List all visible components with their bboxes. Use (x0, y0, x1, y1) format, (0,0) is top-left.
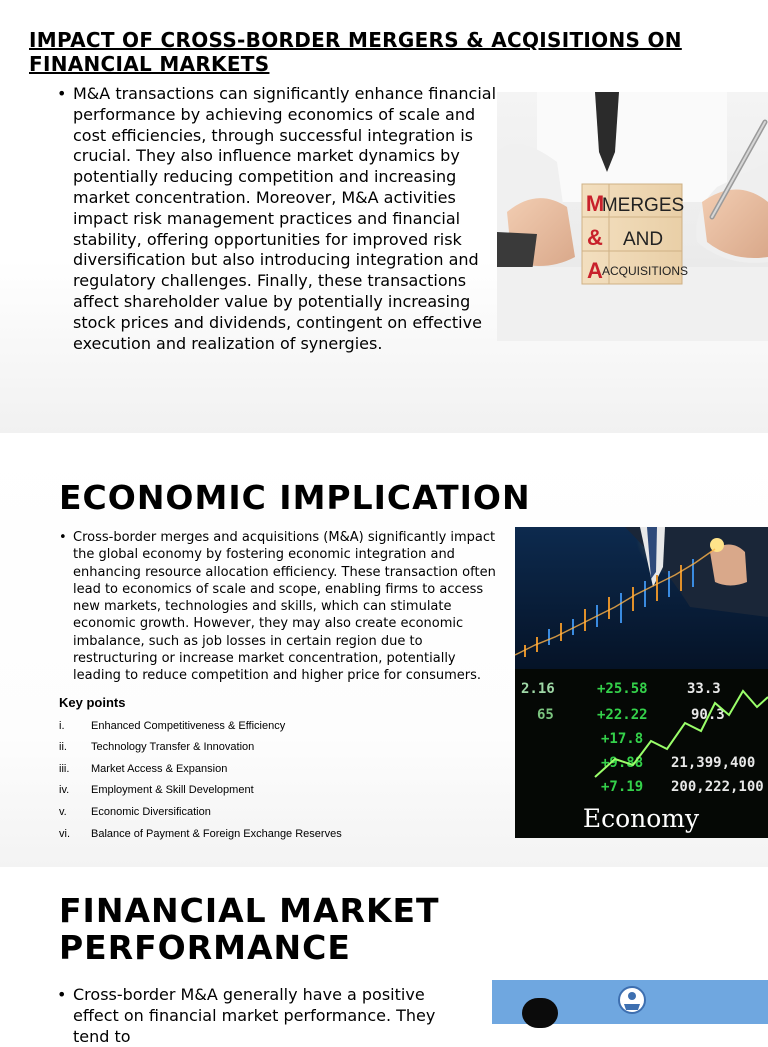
bullet-text: Cross-border M&A generally have a positive effect on financial market performance. They tend to (73, 985, 436, 1046)
ticker-value: 200,222,100 (671, 779, 764, 795)
mergers-acquisitions-image (497, 92, 768, 341)
key-point-number: ii. (59, 741, 67, 753)
key-point-text: Economic Diversification (91, 806, 211, 818)
key-point-number: i. (59, 720, 65, 732)
slide-economic-implication (0, 433, 768, 867)
ticker-value: +17.8 (601, 731, 644, 747)
ticker-value: +9.88 (601, 755, 644, 771)
slide-title-line: PERFORMANCE (59, 928, 351, 967)
key-point-text: Balance of Payment & Foreign Exchange Reserves (91, 828, 342, 840)
slide-title (59, 892, 440, 966)
ticker-value: 2.16 (521, 681, 555, 697)
key-point-text: Enhanced Competitiveness & Efficiency (91, 720, 286, 732)
key-points-title: Key points (59, 695, 126, 710)
bullet-paragraph (59, 529, 503, 685)
economy-caption: Economy (582, 804, 700, 833)
ticker-value: +22.22 (597, 707, 648, 723)
ticker-value: +7.19 (601, 779, 644, 795)
block-word-merges: MERGES (601, 195, 685, 216)
key-point-text: Employment & Skill Development (91, 784, 254, 796)
block-word-and: AND (622, 229, 664, 250)
ticker-value: 33.3 (687, 681, 721, 697)
ticker-value: 90.3 (691, 707, 725, 723)
bullet-paragraph (57, 985, 473, 1047)
key-point-text: Technology Transfer & Innovation (91, 741, 255, 753)
ticker-value: 21,399,400 (671, 755, 756, 771)
key-point-number: iv. (59, 784, 70, 796)
key-point-number: vi. (59, 828, 70, 840)
ticker-value: 65 (537, 707, 554, 723)
block-letter-a: A (587, 258, 603, 283)
slide-title-line: FINANCIAL MARKET (59, 891, 440, 930)
slide-financial-market-performance (0, 867, 768, 1046)
bullet-text: Cross-border merges and acquisitions (M&A) significantly impact the global economy by fostering economic integration and enhancing resource allocation efficiency. These transaction often lead to economics of scale and scope, enabling firms to access new markets, technologies and skills, which can stimulate economic growth. However, they may also create economic imbalance, such as job losses in certain region due to restructuring or increase market concentration, potentially leading to reduce competition and higher price for consumers. (73, 530, 496, 684)
bullet-icon: • (59, 530, 67, 545)
key-point-number: iii. (59, 763, 70, 775)
market-performance-image (492, 980, 768, 1024)
block-letter-amp: & (587, 225, 603, 250)
bullet-icon: • (57, 985, 67, 1004)
block-word-acquisitions: ACQUISITIONS (601, 264, 689, 278)
ticker-value: +25.58 (597, 681, 648, 697)
bullet-paragraph (57, 84, 499, 354)
bullet-icon: • (57, 84, 67, 103)
slide-impact (0, 0, 768, 433)
block-letter-m: M (585, 191, 605, 216)
slide-title: ECONOMIC IMPLICATION (59, 478, 531, 517)
slide-title: IMPACT OF CROSS-BORDER MERGERS & ACQISITIONS ON FINANCIAL MARKETS (29, 28, 682, 76)
bullet-text: M&A transactions can significantly enhance financial performance by achieving economics of scale and cost efficiencies, through successful integration is crucial. They also influence market dynamics by potentially reducing competition and increasing market concentration. Moreover, M&A activities impact risk management practices and financial stability, offering opportunities for improved risk diversification but also introducing integration and regulatory challenges. Finally, these transactions affect shareholder value by potentially increasing stock prices and dividends, contingent on effective execution and realization of synergies. (73, 84, 497, 353)
key-point-number: v. (59, 806, 67, 818)
economy-image (515, 527, 768, 838)
key-point-text: Market Access & Expansion (91, 763, 228, 775)
